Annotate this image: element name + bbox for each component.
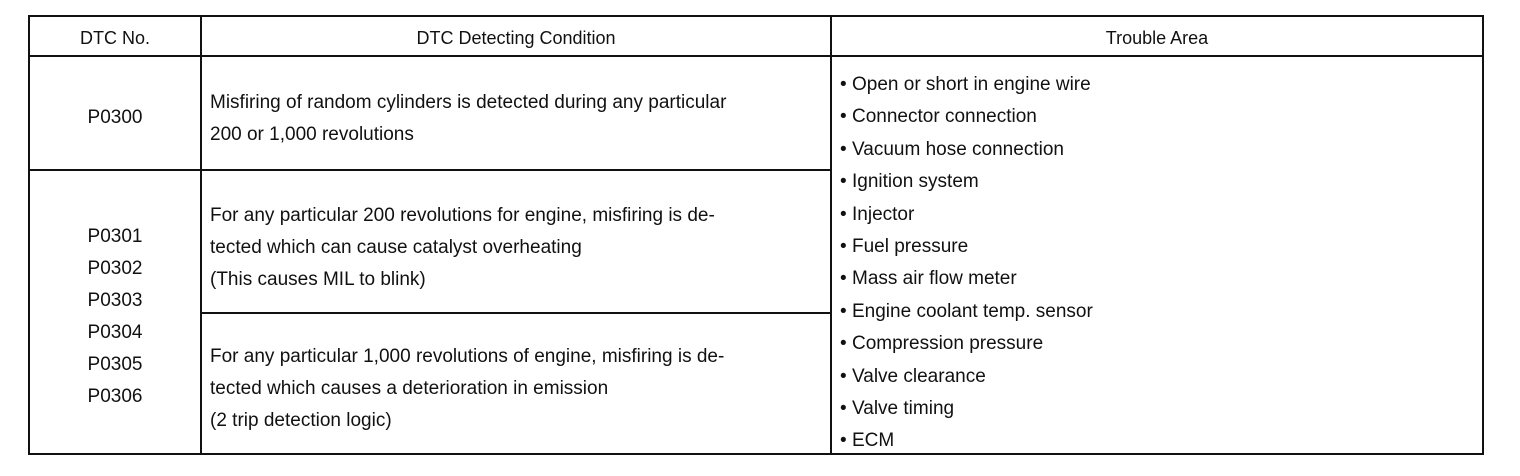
trouble-area-label: ECM bbox=[852, 430, 895, 452]
column-divider bbox=[830, 17, 832, 453]
condition-line: tected which causes a deterioration in emission bbox=[210, 378, 609, 399]
bullet-icon: • bbox=[840, 171, 847, 193]
condition-line: tected which can cause catalyst overheating bbox=[210, 237, 582, 258]
trouble-area-item bbox=[840, 263, 1460, 295]
condition-line: 200 or 1,000 revolutions bbox=[210, 124, 414, 145]
trouble-area-item bbox=[840, 425, 1460, 457]
row-divider bbox=[200, 312, 830, 314]
trouble-area-label: Open or short in engine wire bbox=[852, 74, 1091, 95]
trouble-area-label: Engine coolant temp. sensor bbox=[852, 300, 1093, 322]
dtc-code: P0305 bbox=[87, 354, 143, 375]
trouble-area-label: Valve clearance bbox=[852, 365, 986, 387]
bullet-icon: • bbox=[840, 300, 847, 322]
trouble-area-label: Connector connection bbox=[852, 106, 1037, 128]
condition-line: (2 trip detection logic) bbox=[210, 410, 392, 431]
header-detecting-condition: DTC Detecting Condition bbox=[416, 28, 616, 48]
trouble-area-label: Vacuum hose connection bbox=[852, 138, 1064, 160]
header-dtc-no: DTC No. bbox=[79, 28, 150, 48]
trouble-area-label: Ignition system bbox=[852, 171, 979, 193]
trouble-area-label: Fuel pressure bbox=[852, 236, 969, 258]
trouble-area-item bbox=[840, 101, 1460, 133]
trouble-area-label: Valve timing bbox=[852, 398, 955, 420]
bullet-icon: • bbox=[840, 203, 847, 225]
condition-line: For any particular 200 revolutions for engine, misfiring is de- bbox=[210, 205, 715, 226]
condition-line: (This causes MIL to blink) bbox=[210, 269, 426, 290]
trouble-area-label: Mass air flow meter bbox=[852, 268, 1017, 290]
bullet-icon: • bbox=[840, 398, 847, 420]
dtc-code: P0300 bbox=[87, 107, 143, 128]
dtc-code: P0303 bbox=[87, 290, 143, 311]
dtc-code: P0302 bbox=[87, 258, 143, 279]
trouble-area-item bbox=[840, 69, 1460, 101]
trouble-area-list bbox=[840, 69, 1460, 458]
bullet-icon: • bbox=[840, 106, 847, 128]
row-divider bbox=[30, 169, 830, 171]
trouble-area-item bbox=[840, 231, 1460, 263]
trouble-area-item bbox=[840, 393, 1460, 425]
bullet-icon: • bbox=[840, 236, 847, 258]
trouble-area-item bbox=[840, 361, 1460, 393]
dtc-code-list bbox=[30, 102, 200, 134]
bullet-icon: • bbox=[840, 430, 847, 452]
trouble-area-label: Compression pressure bbox=[852, 333, 1044, 355]
dtc-code: P0301 bbox=[87, 226, 143, 247]
header-trouble-area: Trouble Area bbox=[1105, 28, 1209, 48]
bullet-icon: • bbox=[840, 138, 847, 160]
column-divider bbox=[200, 17, 202, 453]
bullet-icon: • bbox=[840, 365, 847, 387]
bullet-icon: • bbox=[840, 268, 847, 290]
bullet-icon: • bbox=[840, 333, 847, 355]
trouble-area-label: Injector bbox=[852, 203, 915, 225]
trouble-area-item bbox=[840, 166, 1460, 198]
trouble-area-item bbox=[840, 134, 1460, 166]
bullet-icon: • bbox=[840, 74, 847, 95]
dtc-table bbox=[28, 15, 1484, 455]
header-divider bbox=[30, 55, 1482, 57]
trouble-area-item bbox=[840, 199, 1460, 231]
condition-line: For any particular 1,000 revolutions of engine, misfiring is de- bbox=[210, 346, 725, 367]
dtc-code: P0304 bbox=[87, 322, 143, 343]
trouble-area-item bbox=[840, 296, 1460, 328]
condition-line: Misfiring of random cylinders is detected during any particular bbox=[210, 92, 727, 113]
dtc-code-list bbox=[30, 221, 200, 413]
trouble-area-item bbox=[840, 328, 1460, 360]
dtc-code: P0306 bbox=[87, 386, 143, 407]
